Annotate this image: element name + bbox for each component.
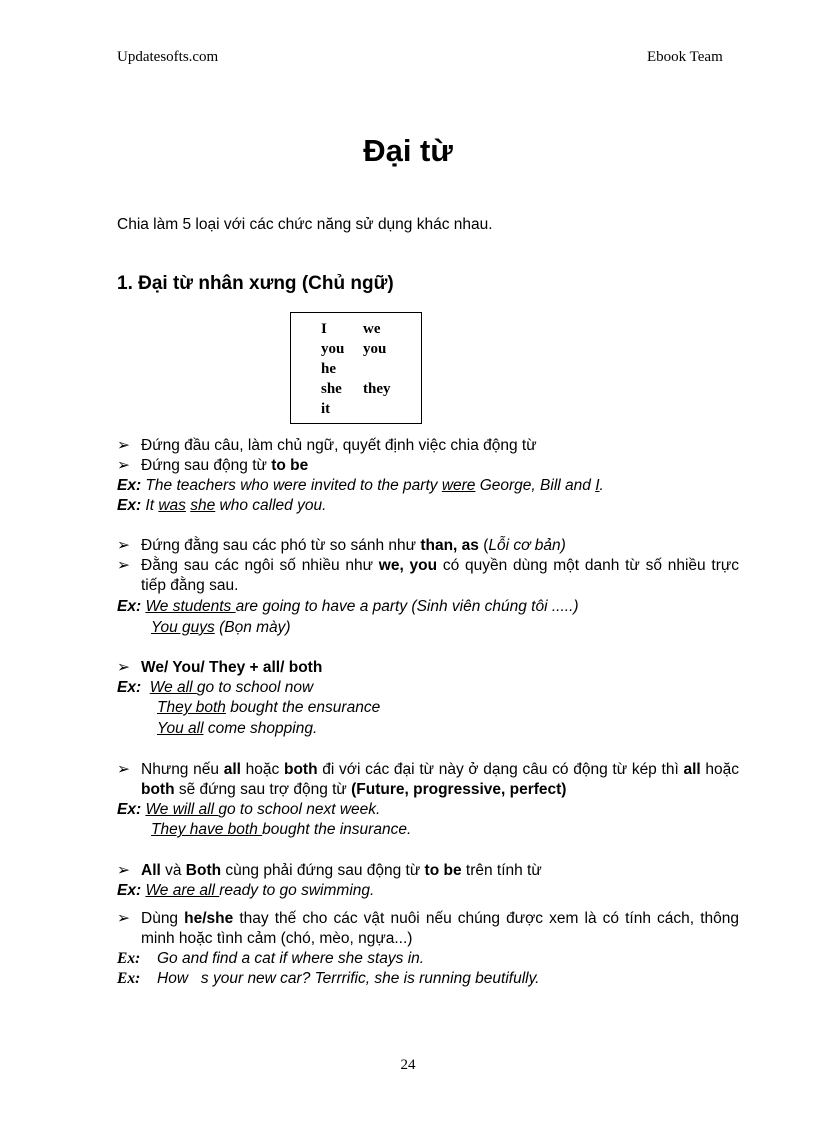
example-line: You guys (Bọn mày): [151, 619, 291, 636]
intro-text: Chia làm 5 loại với các chức năng sử dụng khác nhau.: [117, 216, 493, 233]
pronoun-cell: we: [363, 321, 381, 337]
header-left: Updatesofts.com: [117, 49, 219, 65]
example-line: Ex: We will all go to school next week.: [117, 801, 381, 818]
bullet-arrow-icon: ➢: [117, 437, 130, 454]
bullet-item: ➢ Đứng đằng sau các phó từ so sánh như than, as (Lỗi cơ bản): [117, 537, 566, 554]
bullet-arrow-icon: ➢: [117, 862, 130, 879]
bullet-item: ➢ Nhưng nếu all hoặc both đi với các đại từ này ở dạng câu có động từ kép thì all hoặc both sẽ đứng sau trợ động từ (Future, progressive, perfect): [117, 761, 740, 798]
pronoun-cell: he: [321, 361, 336, 377]
bullet-item: ➢ All và Both cùng phải đứng sau động từ to be trên tính từ: [117, 862, 542, 879]
pronoun-cell: you: [363, 341, 387, 357]
example-line: Ex: The teachers who were invited to the party were George, Bill and I.: [117, 477, 604, 494]
bullet-arrow-icon: ➢: [117, 910, 130, 927]
header-right: Ebook Team: [647, 49, 723, 65]
bullet-arrow-icon: ➢: [117, 457, 130, 474]
bullet-item: ➢ We/ You/ They + all/ both: [117, 659, 323, 676]
example-line: Ex: We are all ready to go swimming.: [117, 882, 375, 899]
pronoun-cell: you: [321, 341, 345, 357]
bullet-arrow-icon: ➢: [117, 537, 130, 554]
section-heading: 1. Đại từ nhân xưng (Chủ ngữ): [117, 273, 394, 294]
example-line: Ex: It was she who called you.: [117, 497, 327, 514]
example-line: Ex: We all go to school now: [117, 679, 314, 696]
pronoun-cell: it: [321, 401, 331, 417]
example-line: Ex: Go and find a cat if where she stays in.: [117, 950, 425, 967]
example-line: Ex: We students are going to have a party (Sinh viên chúng tôi .....): [117, 598, 579, 615]
pronoun-cell: they: [363, 381, 391, 397]
bullet-item: ➢ Dùng he/she thay thế cho các vật nuôi nếu chúng được xem là có tính cách, thông minh hoặc tình cảm (chó, mèo, ngựa...): [117, 910, 739, 947]
bullet-item: ➢ Đứng đầu câu, làm chủ ngữ, quyết định việc chia động từ: [117, 437, 537, 454]
pronoun-cell: she: [321, 381, 342, 397]
page-title: Đại từ: [363, 133, 453, 168]
bullet-item: ➢ Đứng sau động từ to be: [117, 457, 309, 474]
page-number: 24: [400, 1057, 416, 1073]
pronoun-cell: I: [321, 321, 327, 337]
bullet-item: ➢ Đằng sau các ngôi số nhiều như we, you có quyền dùng một danh từ số nhiều trực tiếp đằng sau.: [117, 557, 739, 594]
bullet-arrow-icon: ➢: [117, 659, 130, 676]
bullet-arrow-icon: ➢: [117, 557, 130, 574]
example-line: They both bought the ensurance: [157, 699, 381, 716]
example-line: You all come shopping.: [157, 720, 318, 737]
example-line: They have both bought the insurance.: [151, 821, 412, 838]
pronoun-table: [290, 312, 422, 424]
bullet-arrow-icon: ➢: [117, 761, 130, 778]
example-line: Ex: How s your new car? Terrrific, she is running beutifully.: [117, 970, 540, 987]
